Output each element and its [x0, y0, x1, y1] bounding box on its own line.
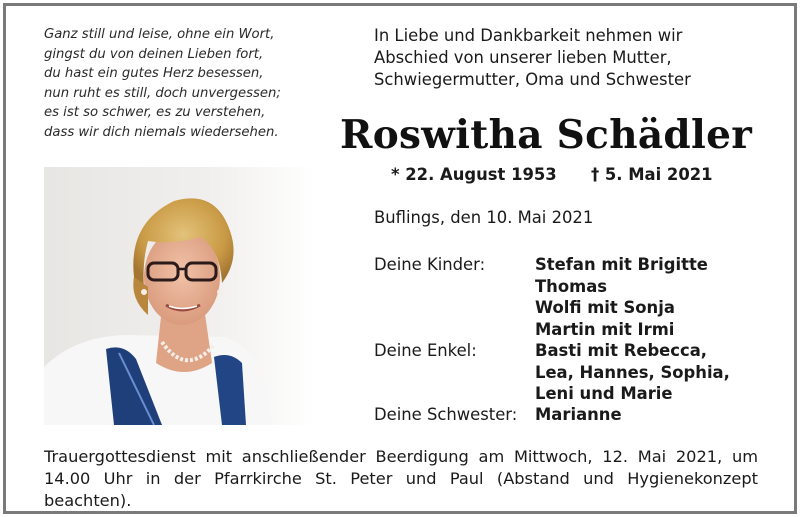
poem [44, 25, 314, 143]
deceased-name: Roswitha Schädler [340, 112, 753, 158]
family-label-sister: Deine Schwester: [374, 405, 518, 424]
family-member: Stefan mit Brigitte [535, 255, 708, 274]
family-member: Leni und Marie [535, 384, 673, 403]
intro-line: In Liebe und Dankbarkeit nehmen wir [374, 26, 683, 45]
service-notice [44, 446, 758, 512]
intro-line: Schwiegermutter, Oma und Schwester [374, 70, 691, 89]
portrait-photo [44, 167, 316, 425]
poem-line: Ganz still und leise, ohne ein Wort, [44, 27, 275, 42]
service-line: 14.00 Uhr in der Pfarrkirche St. Peter und Paul (Abstand und Hygienekonzept beachten). [44, 469, 758, 510]
family-names-children [535, 254, 708, 340]
family-member: Wolfi mit Sonja [535, 298, 675, 317]
family-names-sister [535, 404, 622, 426]
death-date: † 5. Mai 2021 [591, 165, 713, 184]
birth-date: * 22. August 1953 [391, 165, 557, 184]
family-names-grandchildren [535, 340, 730, 405]
family-member: Martin mit Irmi [535, 319, 675, 339]
intro-text [374, 25, 774, 91]
poem-line: du hast ein gutes Herz besessen, [44, 66, 264, 82]
place-date: Buflings, den 10. Mai 2021 [374, 208, 594, 227]
family-label-grandchildren: Deine Enkel: [374, 341, 477, 360]
service-line: Trauergottesdienst mit anschließender Beerdigung am Mittwoch, 12. Mai 2021, um [44, 447, 758, 466]
poem-line: gingst du von deinen Lieben fort, [44, 46, 264, 62]
family-member: Basti mit Rebecca, [535, 341, 708, 360]
family-member: Lea, Hannes, Sophia, [535, 362, 730, 382]
poem-line: dass wir dich niemals wiedersehen. [44, 124, 279, 140]
family-member: Thomas [535, 276, 608, 296]
poem-line: es ist so schwer, es zu verstehen, [44, 105, 266, 121]
family-label-children: Deine Kinder: [374, 255, 486, 274]
poem-line: nun ruht es still, doch unvergessen; [44, 85, 281, 101]
intro-line: Abschied von unserer lieben Mutter, [374, 48, 672, 67]
family-member: Marianne [535, 405, 622, 424]
